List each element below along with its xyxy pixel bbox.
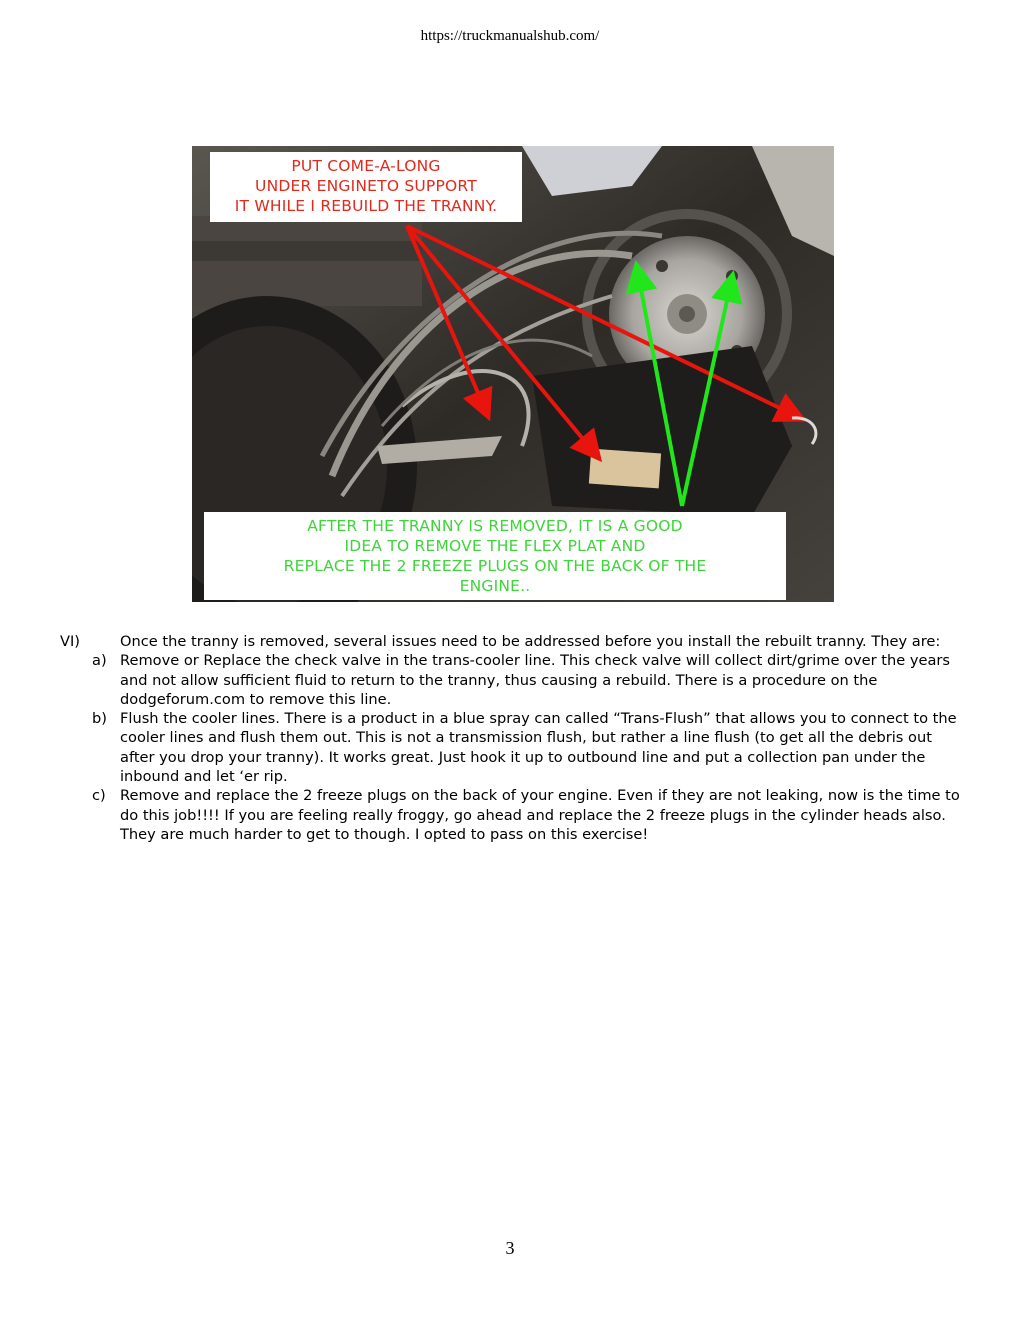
callout-top-line: IT WHILE I REBUILD THE TRANNY. [234, 197, 498, 215]
list-item [60, 786, 960, 844]
section-intro: Once the tranny is removed, several issues need to be addressed before you install the rebuilt tranny. They are: [120, 633, 941, 650]
list-item [60, 709, 960, 786]
callout-bottom-line: AFTER THE TRANNY IS REMOVED, IT IS A GOOD [307, 517, 683, 535]
item-text: Remove or Replace the check valve in the trans-cooler line. This check valve will collect dirt/grime over the years and not allow sufficient fluid to return to the tranny, thus causing a rebuild. There is a procedure on the dodgeforum.com to remove this line. [120, 652, 951, 708]
callout-bottom-line: IDEA TO REMOVE THE FLEX PLAT AND [344, 537, 646, 555]
item-text: Remove and replace the 2 freeze plugs on the back of your engine. Even if they are not leaking, now is the time to do this job!!!! If you are feeling really froggy, go ahead and replace the 2 freeze plugs in the cylinder heads also. They are much harder to get to though. I opted to pass on this exercise! [120, 787, 960, 843]
list-item [60, 651, 960, 709]
callout-top-line: PUT COME-A-LONG [291, 157, 441, 175]
callout-come-a-long [210, 152, 522, 222]
section-label: VI) [60, 633, 80, 650]
header-url: https://truckmanualshub.com/ [420, 28, 600, 44]
section-heading [60, 632, 960, 651]
item-label: c) [92, 787, 106, 805]
callout-bottom-line: REPLACE THE 2 FREEZE PLUGS ON THE BACK OF THE [283, 557, 707, 575]
item-label: a) [92, 652, 107, 670]
section-vi [60, 632, 960, 844]
callout-bottom-line: ENGINE.. [459, 577, 531, 595]
callout-top-line: UNDER ENGINETO SUPPORT [255, 177, 477, 195]
item-text: Flush the cooler lines. There is a product in a blue spray can called “Trans-Flush” that allows you to connect to the cooler lines and flush them out. This is not a transmission flush, but rather a line flush (to get all the debris out after you drop your tranny). It works great. Just hook it up to outbound line and put a collection pan under the inbound and let ‘er rip. [120, 710, 957, 786]
page-number: 3 [505, 1238, 515, 1258]
callout-flex-plate [204, 512, 786, 600]
engine-photo [192, 146, 834, 602]
item-label: b) [92, 710, 107, 728]
